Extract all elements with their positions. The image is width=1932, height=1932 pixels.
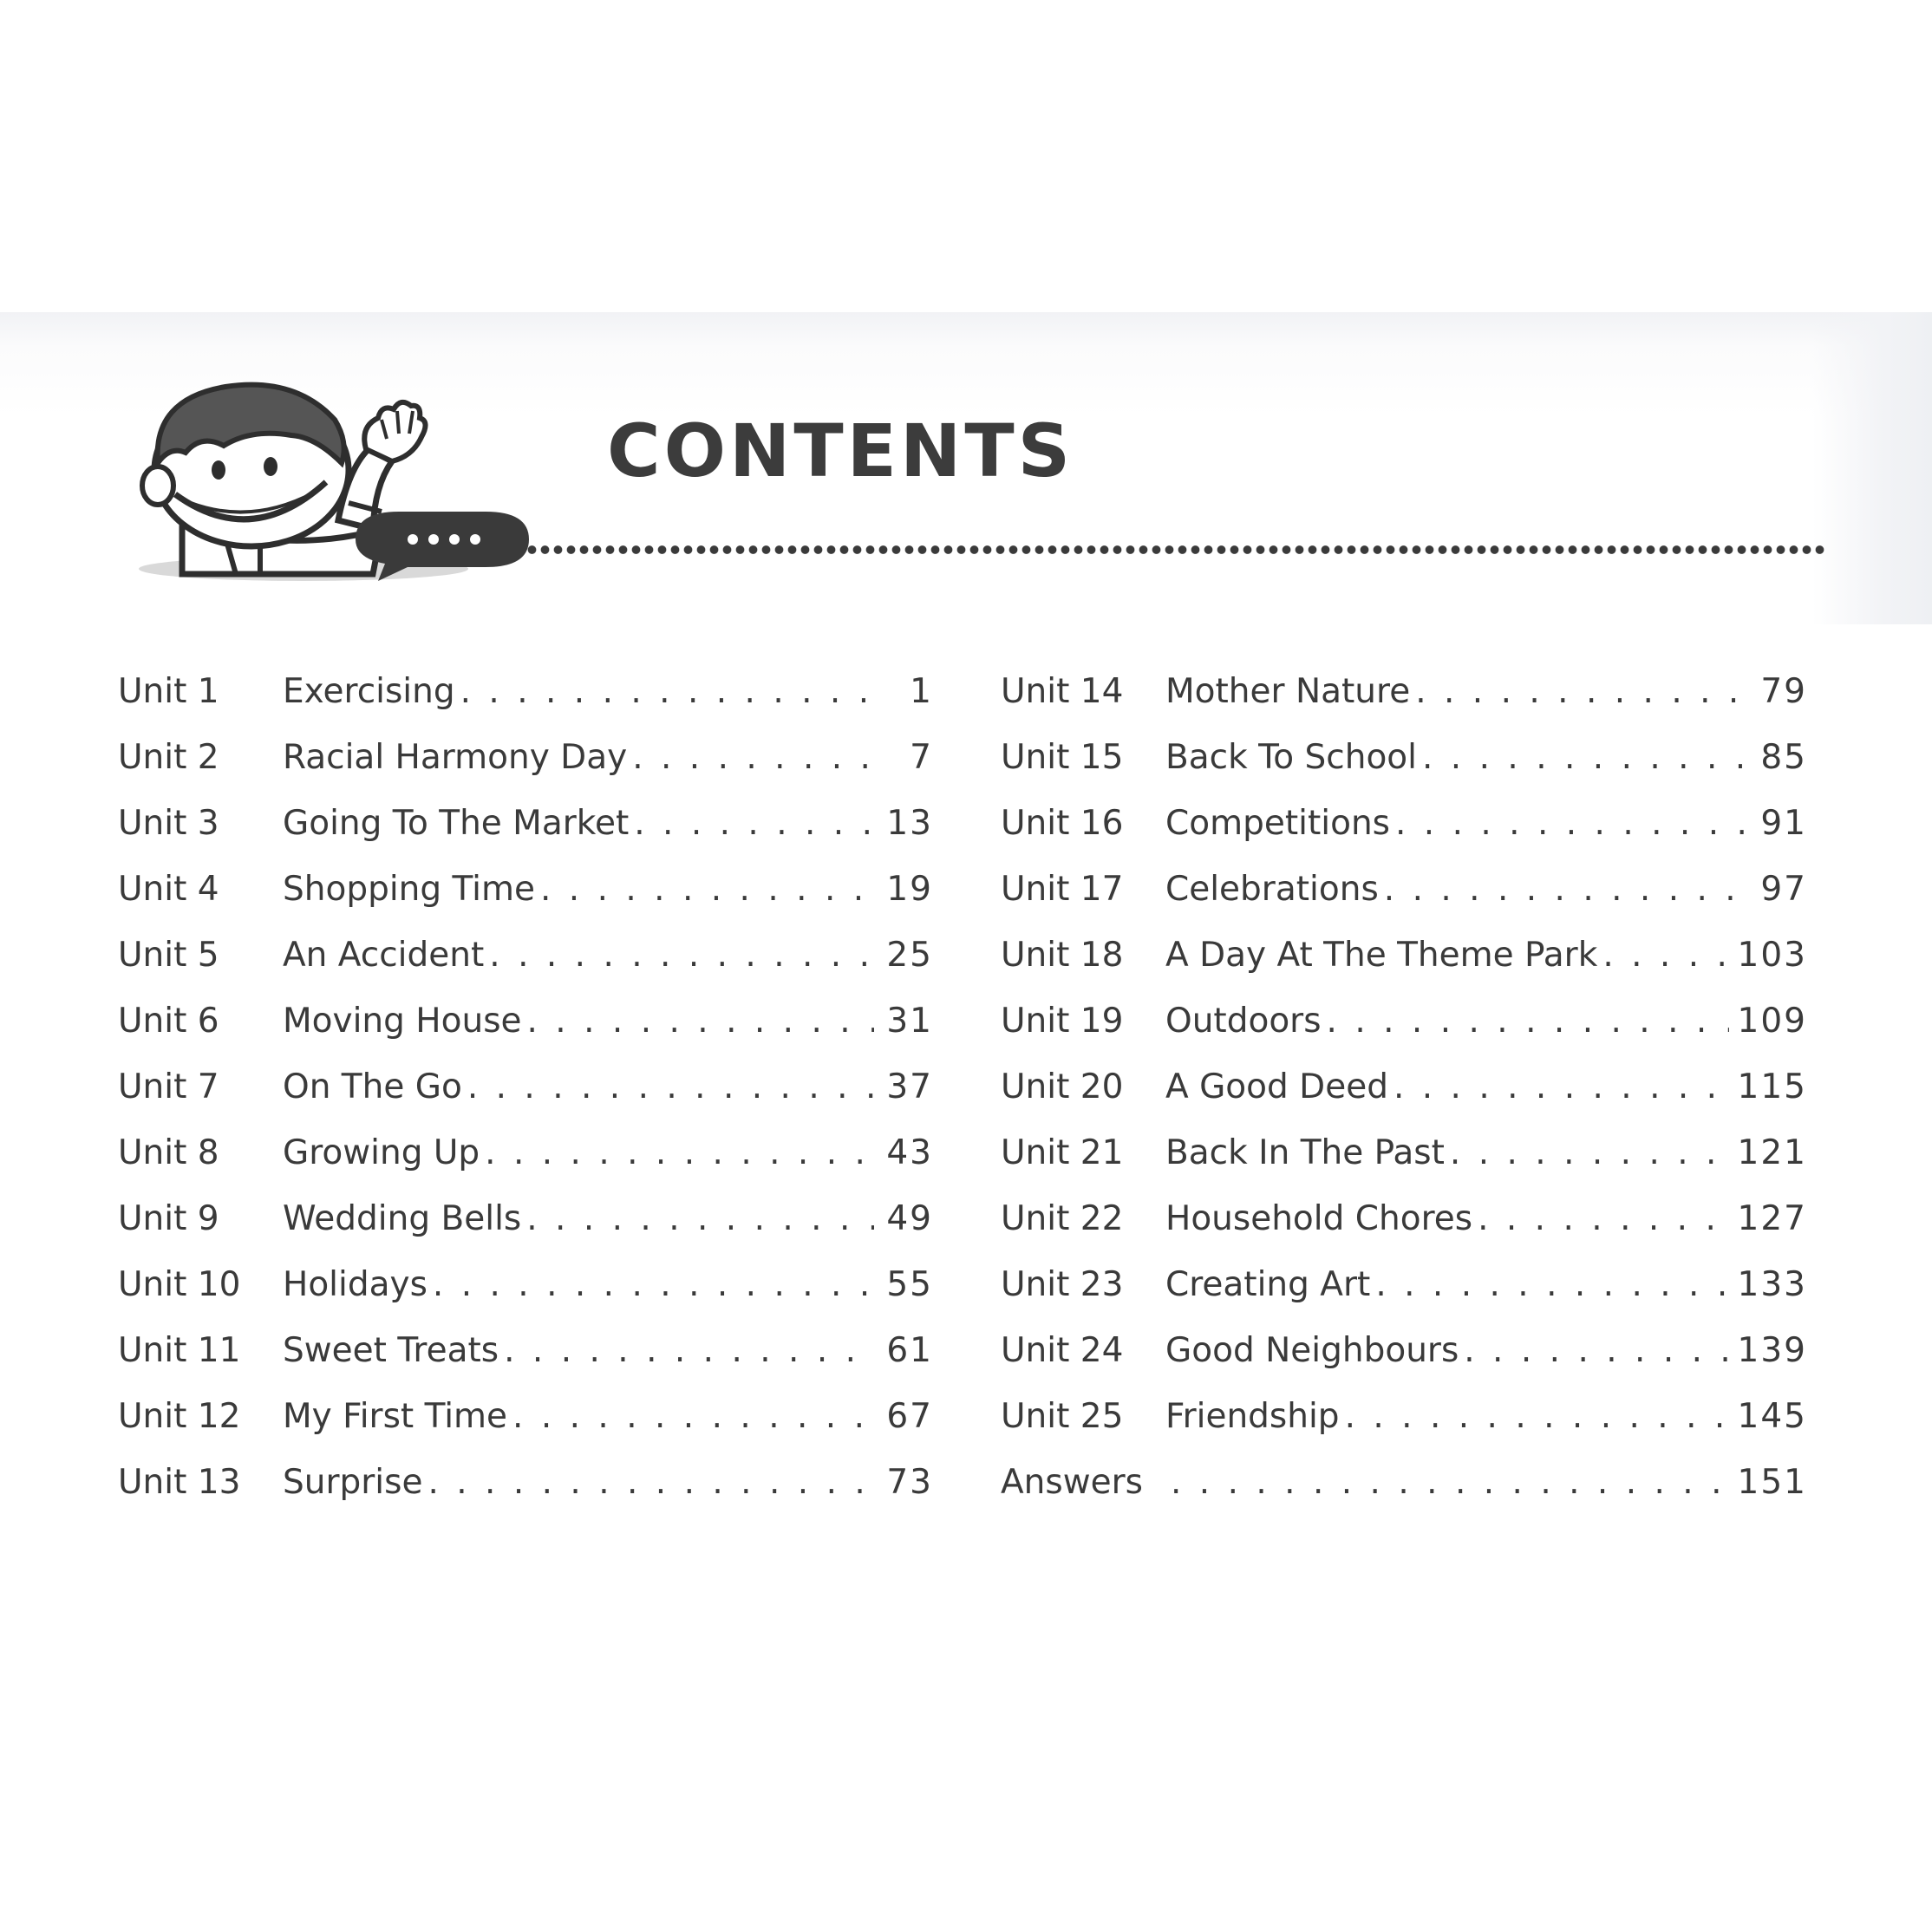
toc-page-number: 139: [1737, 1331, 1807, 1370]
toc-entry-title: Household Chores: [1165, 1199, 1473, 1238]
dot-leader: [504, 1327, 874, 1375]
toc-page-number: 55: [886, 1265, 933, 1304]
toc-unit-label: Unit 21: [1001, 1133, 1124, 1172]
dot-leader: [1602, 931, 1728, 980]
toc-page-number: 97: [1760, 870, 1807, 909]
toc-entry: [118, 1393, 933, 1459]
toc-entry: [118, 931, 933, 997]
toc-entry: [1001, 1261, 1807, 1327]
toc-unit-label: Unit 23: [1001, 1265, 1124, 1304]
dotted-rule: [525, 543, 1824, 557]
dot-leader: [467, 1063, 874, 1112]
toc-unit-label: Unit 22: [1001, 1199, 1124, 1238]
dot-leader: [1327, 997, 1729, 1046]
toc-page-number: 145: [1737, 1397, 1807, 1436]
toc-unit-label: Unit 7: [118, 1067, 219, 1106]
toc-page-number: 91: [1760, 804, 1807, 843]
toc-entry-title: Back To School: [1165, 738, 1418, 777]
toc-entry: [1001, 1327, 1807, 1393]
dot-leader: [527, 997, 874, 1046]
toc-entry: [118, 800, 933, 865]
toc-page-number: 25: [886, 936, 933, 975]
toc-unit-label: Unit 4: [118, 870, 219, 909]
toc-entry: [1001, 734, 1807, 800]
toc-page-number: 79: [1760, 672, 1807, 711]
toc-entry-title: Mother Nature: [1165, 672, 1411, 711]
toc-entry-title: Back In The Past: [1165, 1133, 1445, 1172]
toc-unit-label: Unit 17: [1001, 870, 1124, 909]
toc-unit-label: Unit 15: [1001, 738, 1124, 777]
toc-entry-title: Racial Harmony Day: [283, 738, 628, 777]
toc-entry-title: A Day At The Theme Park: [1165, 936, 1598, 975]
toc-entry-title: An Accident: [283, 936, 485, 975]
toc-entry-title: On The Go: [283, 1067, 462, 1106]
page-edge-shadow: [1812, 312, 1932, 624]
dot-leader: [1422, 734, 1748, 782]
dot-leader: [512, 1393, 874, 1441]
dot-leader: [485, 1129, 874, 1178]
dot-leader: [1384, 865, 1748, 914]
toc-entry: [1001, 865, 1807, 931]
toc-entry-title: Growing Up: [283, 1133, 480, 1172]
toc-entry-title: Outdoors: [1165, 1002, 1322, 1041]
dot-leader: [1171, 1459, 1729, 1507]
toc-entry-title: A Good Deed: [1165, 1067, 1388, 1106]
toc-entry-title: Competitions: [1165, 804, 1390, 843]
toc-unit-label: Unit 19: [1001, 1002, 1124, 1041]
dot-leader: [540, 865, 874, 914]
dot-leader: [526, 1195, 874, 1243]
toc-entry: [118, 1261, 933, 1327]
toc-unit-label: Unit 3: [118, 804, 219, 843]
dot-leader: [632, 734, 874, 782]
toc-page-number: 73: [886, 1463, 933, 1502]
toc-entry: [1001, 931, 1807, 997]
toc-page-number: 133: [1737, 1265, 1807, 1304]
toc-entry: [118, 865, 933, 931]
toc-entry: [1001, 668, 1807, 734]
toc-entry: [1001, 1129, 1807, 1195]
toc-entry-title: Good Neighbours: [1165, 1331, 1459, 1370]
toc-entry: [118, 1327, 933, 1393]
toc-entry: [118, 1459, 933, 1524]
toc-entry-title: Sweet Treats: [283, 1331, 499, 1370]
toc-unit-label: Unit 13: [118, 1463, 241, 1502]
toc-entry: [118, 997, 933, 1063]
toc-unit-label: Unit 24: [1001, 1331, 1124, 1370]
toc-unit-label: Unit 20: [1001, 1067, 1124, 1106]
dot-leader: [1345, 1393, 1729, 1441]
dot-leader: [634, 800, 874, 848]
toc-page-number: 49: [886, 1199, 933, 1238]
dot-leader: [460, 668, 874, 716]
toc-unit-label: Unit 11: [118, 1331, 241, 1370]
toc-entry-title: Friendship: [1165, 1397, 1340, 1436]
dot-leader: [1395, 800, 1748, 848]
toc-page-number: 109: [1737, 1002, 1807, 1041]
toc-entry: [118, 1129, 933, 1195]
toc-entry-title: My First Time: [283, 1397, 508, 1436]
toc-entry: [118, 1195, 933, 1261]
toc-page-number: 67: [886, 1397, 933, 1436]
toc-entry: [118, 734, 933, 800]
dot-leader: [489, 931, 874, 980]
dot-leader: [1394, 1063, 1729, 1112]
toc-entry: [1001, 997, 1807, 1063]
toc-page-number: 7: [910, 738, 933, 777]
toc-unit-label: Unit 10: [118, 1265, 241, 1304]
toc-entry-title: Going To The Market: [283, 804, 630, 843]
toc-entry-title: Wedding Bells: [283, 1199, 522, 1238]
toc-page-number: 37: [886, 1067, 933, 1106]
toc-entry-title: Exercising: [283, 672, 455, 711]
toc-entry-title: Celebrations: [1165, 870, 1379, 909]
toc-unit-label: Answers: [1001, 1463, 1143, 1502]
dot-leader: [1415, 668, 1748, 716]
toc-entry-title: Surprise: [283, 1463, 423, 1502]
toc-entry-title: Holidays: [283, 1265, 428, 1304]
toc-entry: [118, 1063, 933, 1129]
toc-unit-label: Unit 8: [118, 1133, 219, 1172]
toc-unit-label: Unit 18: [1001, 936, 1124, 975]
toc-page-number: 19: [886, 870, 933, 909]
dot-leader: [1375, 1261, 1728, 1309]
dot-leader: [428, 1459, 874, 1507]
dot-leader: [1478, 1195, 1728, 1243]
toc-unit-label: Unit 2: [118, 738, 219, 777]
toc-unit-label: Unit 12: [118, 1397, 241, 1436]
toc-entry: [1001, 1459, 1807, 1524]
toc-page-number: 13: [886, 804, 933, 843]
toc-unit-label: Unit 14: [1001, 672, 1124, 711]
toc-page-number: 1: [910, 672, 933, 711]
toc-unit-label: Unit 16: [1001, 804, 1124, 843]
toc-entry: [118, 668, 933, 734]
toc-page-number: 115: [1737, 1067, 1807, 1106]
dot-leader: [433, 1261, 874, 1309]
toc-page-number: 121: [1737, 1133, 1807, 1172]
toc-page-number: 61: [886, 1331, 933, 1370]
waving-boy-icon: [121, 373, 538, 598]
toc-column-right: [1001, 668, 1807, 1524]
toc-page-number: 31: [886, 1002, 933, 1041]
toc-page-number: 127: [1737, 1199, 1807, 1238]
toc-entry-title: Shopping Time: [283, 870, 535, 909]
toc-unit-label: Unit 1: [118, 672, 219, 711]
toc-page-number: 103: [1737, 936, 1807, 975]
toc-page-number: 85: [1760, 738, 1807, 777]
dot-leader: [1450, 1129, 1729, 1178]
toc-entry: [1001, 1063, 1807, 1129]
toc-entry-title: Creating Art: [1165, 1265, 1371, 1304]
toc-unit-label: Unit 25: [1001, 1397, 1124, 1436]
toc-unit-label: Unit 5: [118, 936, 219, 975]
toc-entry: [1001, 800, 1807, 865]
toc-entry: [1001, 1195, 1807, 1261]
toc-unit-label: Unit 9: [118, 1199, 219, 1238]
toc-entry: [1001, 1393, 1807, 1459]
toc-page-number: 151: [1737, 1463, 1807, 1502]
toc-column-left: [118, 668, 933, 1524]
toc-entry-title: Moving House: [283, 1002, 522, 1041]
toc-page-number: 43: [886, 1133, 933, 1172]
dot-leader: [1464, 1327, 1728, 1375]
page-title: CONTENTS: [607, 408, 1074, 493]
toc-unit-label: Unit 6: [118, 1002, 219, 1041]
